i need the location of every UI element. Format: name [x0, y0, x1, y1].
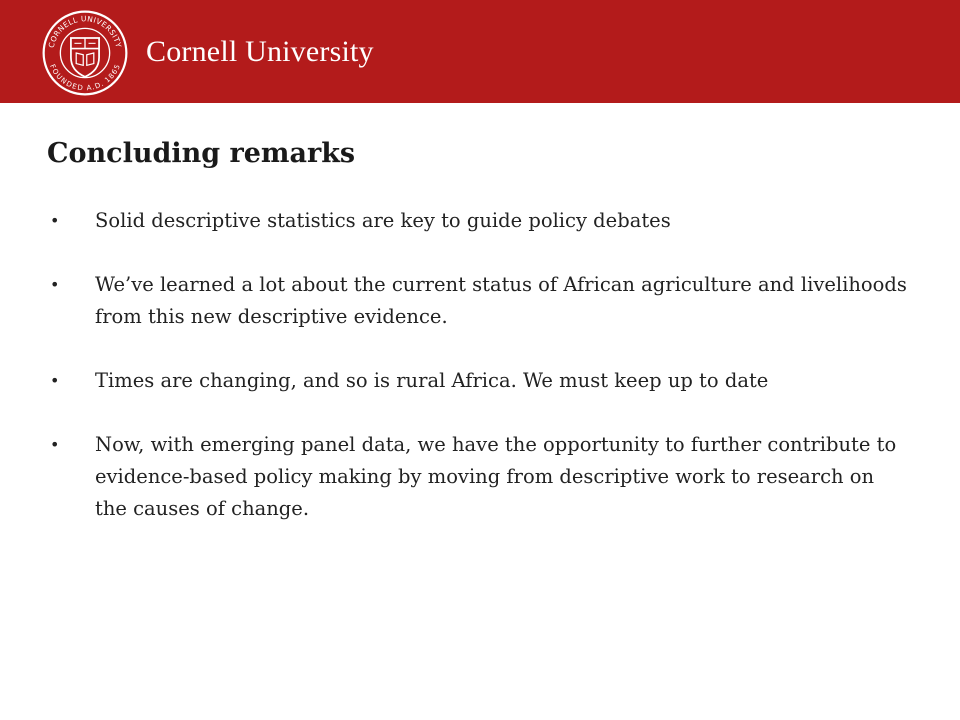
bullet-dot-icon: • — [50, 371, 60, 390]
bullet-text: Solid descriptive statistics are key to guide policy debates — [95, 209, 671, 232]
svg-text:FOUNDED A.D. 1865: FOUNDED A.D. 1865 — [47, 62, 122, 93]
bullet-list — [50, 205, 910, 557]
slide-title: Concluding remarks — [47, 138, 356, 169]
bullet-item — [50, 429, 910, 525]
bullet-dot-icon: • — [50, 211, 60, 230]
bullet-dot-icon: • — [50, 275, 60, 294]
cornell-seal-logo — [41, 9, 129, 97]
bullet-item — [50, 205, 910, 237]
bullet-item — [50, 365, 910, 397]
bullet-dot-icon: • — [50, 435, 60, 454]
bullet-text: Times are changing, and so is rural Africa. We must keep up to date — [95, 369, 769, 392]
bullet-item — [50, 269, 910, 333]
bullet-text: Now, with emerging panel data, we have the opportunity to further contribute to evidence-based policy making by moving from descriptive work to research on the causes of change. — [95, 433, 897, 520]
bullet-text: We’ve learned a lot about the current status of African agriculture and livelihoods from this new descriptive evidence. — [95, 273, 907, 328]
header-bar — [0, 0, 960, 103]
svg-text:CORNELL UNIVERSITY: CORNELL UNIVERSITY — [46, 14, 124, 49]
brand-name: Cornell University — [146, 35, 374, 68]
